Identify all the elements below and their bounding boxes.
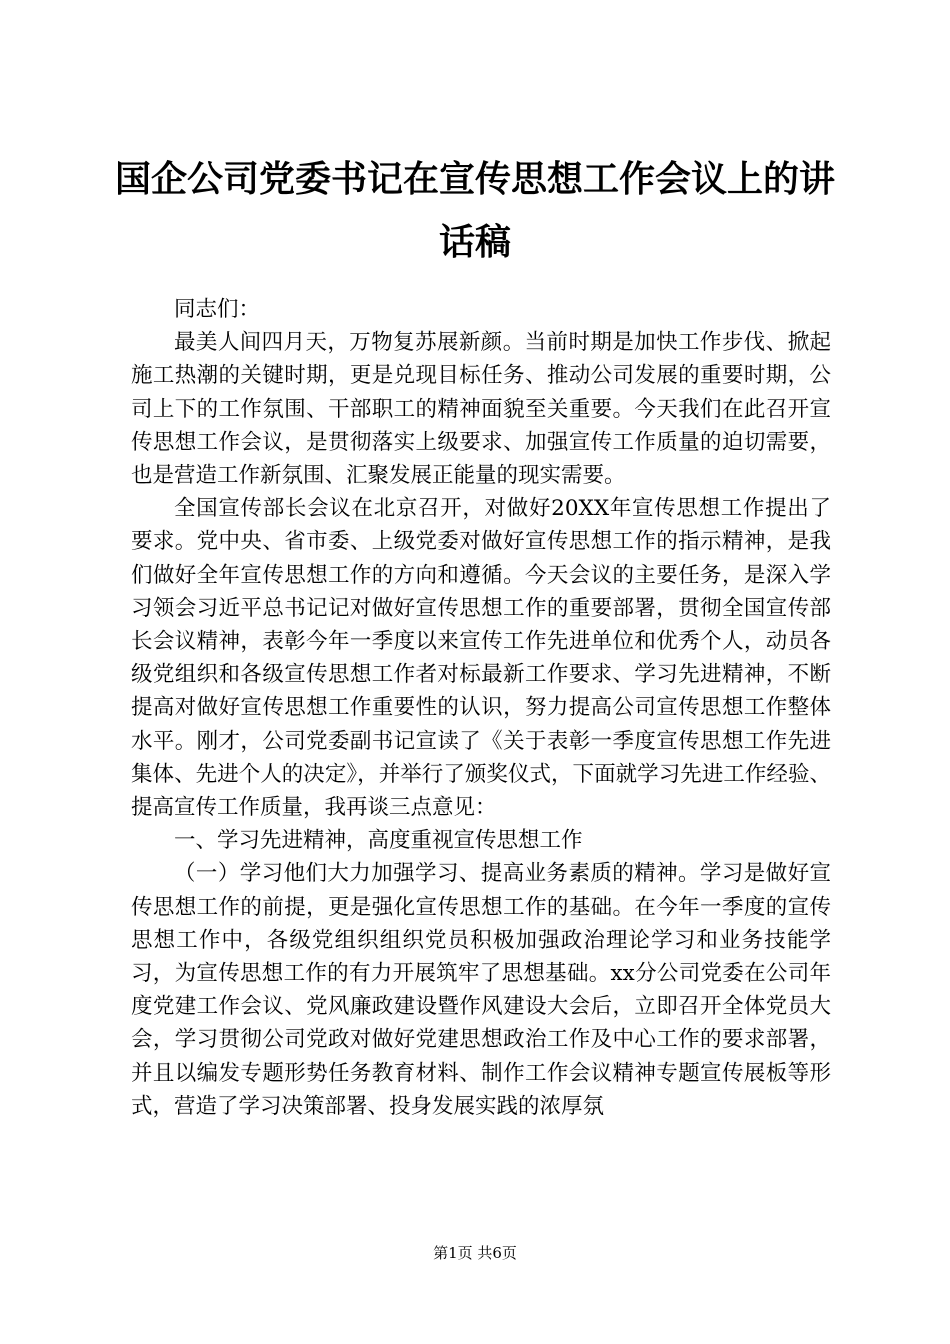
section-heading: 一、学习先进精神，高度重视宣传思想工作 <box>174 828 583 854</box>
page-footer: 第1页 共6页 <box>433 1244 517 1262</box>
document-body <box>131 293 831 1123</box>
body-paragraph: 全国宣传部长会议在北京召开，对做好20XX年宣传思想工作提出了要求。党中央、省市委、上级党委对做好宣传思想工作的指示精神，是我们做好全年宣传思想工作的方向和遵循。今天会议的主要任务，是深入学习领会习近平总书记记对做好宣传思想工作的重要部署，贯彻全国宣传部长会议精神，表彰今年一季度以来宣传工作先进单位和优秀个人，动员各级党组织和各级宣传思想工作者对标最新工作要求、学习先进精神，不断提高对做好宣传思想工作重要性的认识，努力提高公司宣传思想工作整体水平。刚才，公司党委副书记宣读了《关于表彰一季度宣传思想工作先进集体、先进个人的决定》，并举行了颁奖仪式，下面就学习先进工作经验、提高宣传工作质量，我再谈三点意见： <box>131 496 831 821</box>
document-title-line-1: 国企公司党委书记在宣传思想工作会议上的讲 <box>114 159 835 200</box>
body-paragraph: （一）学习他们大力加强学习、提高业务素质的精神。学习是做好宣传思想工作的前提，更是强化宣传思想工作的基础。在今年一季度的宣传思想工作中，各级党组织组织党员积极加强政治理论学习和业务技能学习，为宣传思想工作的有力开展筑牢了思想基础。xx分公司党委在公司年度党建工作会议、党风廉政建设暨作风建设大会后，立即召开全体党员大会，学习贯彻公司党政对做好党建思想政治工作及中心工作的要求部署，并且以编发专题形势任务教育材料、制作工作会议精神专题宣传展板等形式，营造了学习决策部署、投身发展实践的浓厚氛 <box>131 861 831 1119</box>
salutation: 同志们： <box>174 297 261 322</box>
body-paragraph: 最美人间四月天，万物复苏展新颜。当前时期是加快工作步伐、掀起施工热潮的关键时期，更是兑现目标任务、推动公司发展的重要时期，公司上下的工作氛围、干部职工的精神面貌至关重要。今天我们在此召开宣传思想工作会议，是贯彻落实上级要求、加强宣传工作质量的迫切需要，也是营造工作新氛围、汇聚发展正能量的现实需要。 <box>131 330 831 489</box>
document-title-line-2: 话稿 <box>438 222 511 263</box>
